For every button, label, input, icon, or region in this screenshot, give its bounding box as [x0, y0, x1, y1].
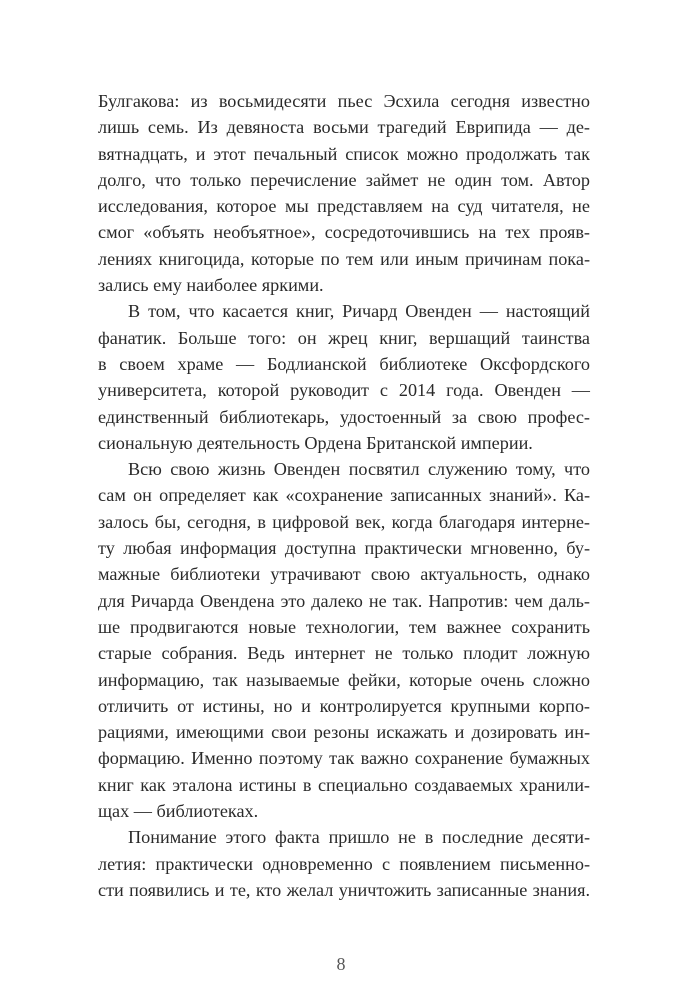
text-line: Понимание этого факта пришло не в последние десяти- — [128, 827, 590, 848]
text-line: залось бы, сегодня, в цифровой век, когда благодаря интерне- — [98, 511, 590, 532]
page-body-text — [98, 88, 590, 903]
text-line: информацию, так называемые фейки, которые очень сложно — [98, 669, 590, 690]
paragraph — [98, 824, 590, 903]
text-line: Булгакова: из восьмидесяти пьес Эсхила сегодня известно — [98, 91, 590, 111]
text-line: летия: практически одновременно с появлением письменно- — [98, 853, 590, 874]
text-line: формацию. Именно поэтому так важно сохранение бумажных — [98, 748, 590, 769]
text-line: долго, что только перечисление займет не один том. Автор — [98, 169, 590, 190]
text-line: мажные библиотеки утрачивают свою актуальность, однако — [98, 564, 590, 585]
paragraph — [98, 456, 590, 824]
text-line: единственный библиотекарь, удостоенный за свою профес- — [98, 406, 590, 427]
text-line: сиональную деятельность Ордена Британской империи. — [98, 432, 533, 453]
text-line: ше продвигаются новые технологии, тем важнее сохранить — [98, 616, 590, 637]
text-line: В том, что касается книг, Ричард Овенден — настоящий — [128, 301, 590, 322]
text-line: смог «объять необъятное», сосредоточившись на тех прояв- — [98, 222, 590, 243]
text-line: вятнадцать, и этот печальный список можно продолжать так — [98, 143, 590, 164]
text-line: рациями, имеющими свои резоны искажать и дозировать ин- — [98, 722, 590, 743]
text-line: в своем храме — Бодлианской библиотеке Оксфордского — [98, 353, 590, 374]
text-line: ту любая информация доступна практически мгновенно, бу- — [98, 538, 590, 559]
paragraph — [98, 298, 590, 456]
page-number: 8 — [336, 954, 346, 974]
text-line: университета, которой руководит с 2014 года. Овенден — — [98, 380, 590, 401]
text-line: лениях книгоцида, которые по тем или иным причинам пока- — [98, 248, 590, 269]
text-line: исследования, которое мы представляем на суд читателя, не — [98, 196, 590, 217]
text-line: лишь семь. Из девяноста восьми трагедий Еврипида — де- — [98, 117, 590, 138]
text-line: сти появились и те, кто желал уничтожить записанные знания. — [98, 879, 590, 900]
text-line: зались ему наиболее яркими. — [98, 275, 324, 296]
text-line: отличить от истины, но и контролируется крупными корпо- — [98, 695, 590, 716]
text-line: Всю свою жизнь Овенден посвятил служению тому, что — [128, 459, 590, 480]
paragraph — [98, 88, 590, 298]
text-line: книг как эталона истины в специально создаваемых хранили- — [98, 774, 590, 795]
text-line: для Ричарда Овендена это далеко не так. Напротив: чем даль- — [98, 590, 590, 611]
text-line: щах — библиотеках. — [98, 801, 259, 822]
text-line: старые собрания. Ведь интернет не только плодит ложную — [98, 643, 590, 664]
text-line: фанатик. Больше того: он жрец книг, вершащий таинства — [98, 327, 590, 348]
text-line: сам он определяет как «сохранение записанных знаний». Ка- — [98, 485, 590, 506]
